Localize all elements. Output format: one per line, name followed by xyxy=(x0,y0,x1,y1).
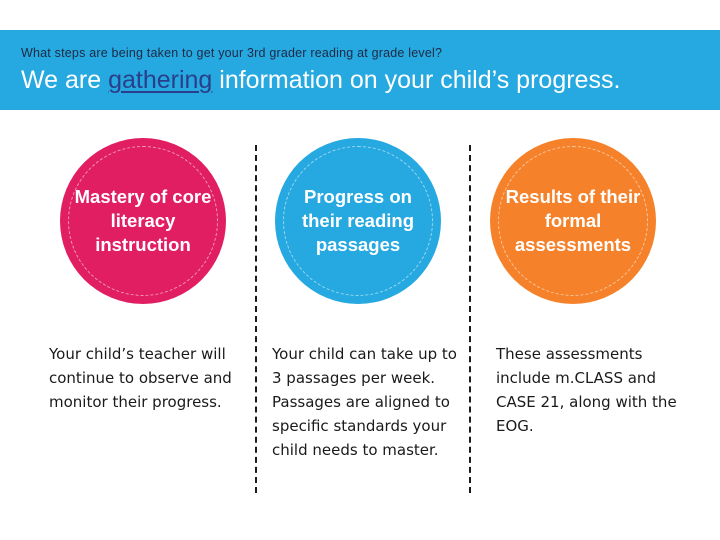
circle-mastery xyxy=(60,138,226,304)
circle-label: Results of their formal assessments xyxy=(505,186,641,255)
description-assessments: These assessments include m.CLASS and CASE 21, along with the EOG. xyxy=(496,345,677,435)
column-divider xyxy=(469,145,471,493)
description-teacher: Your child’s teacher will continue to observe and monitor their progress. xyxy=(49,345,232,411)
column-divider xyxy=(255,145,257,493)
title-prefix: We are xyxy=(21,66,109,94)
header-bar xyxy=(0,30,720,110)
circle-label: Mastery of core literacy instruction xyxy=(74,186,212,255)
circle-results xyxy=(490,138,656,304)
description-passages: Your child can take up to 3 passages per week. Passages are aligned to specific standards your child needs to master. xyxy=(272,345,457,459)
circle-progress xyxy=(275,138,441,304)
title-suffix: information on your child’s progress. xyxy=(212,66,621,94)
title-highlight-word: gathering xyxy=(108,66,213,94)
circle-label: Progress on their reading passages xyxy=(301,186,415,255)
slide-subtitle: What steps are being taken to get your 3rd grader reading at grade level? xyxy=(21,46,443,60)
slide-title xyxy=(21,66,620,95)
